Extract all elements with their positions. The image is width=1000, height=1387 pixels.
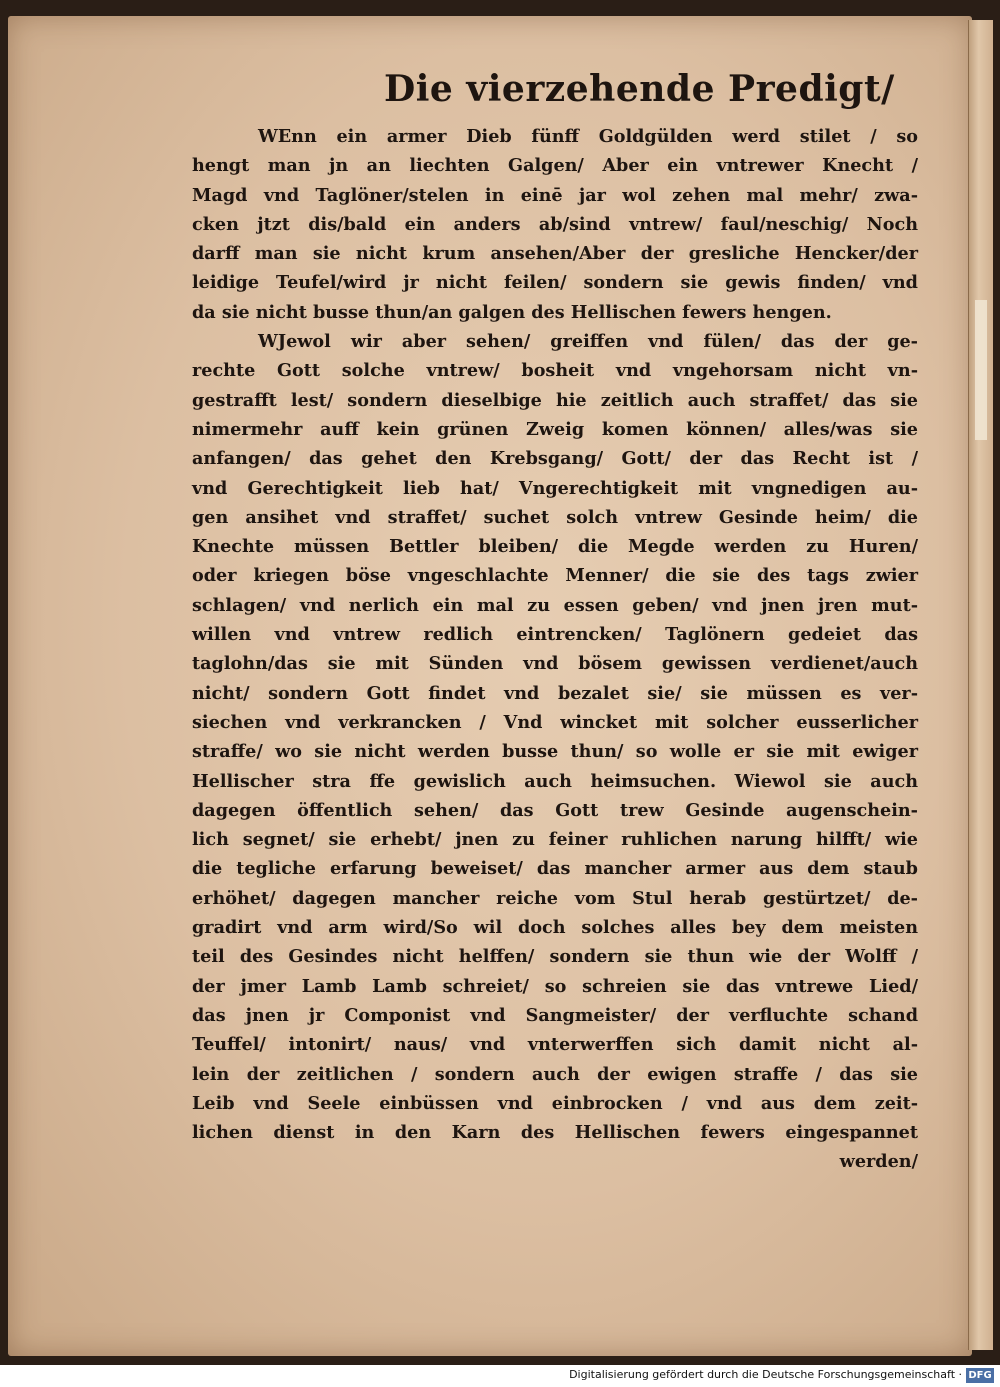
text-line: lein der zeitlichen / sondern auch der ewigen straffe / das sie [192,1063,918,1085]
text-line: schlagen/ vnd nerlich ein mal zu essen geben/ vnd jnen jren mut- [192,594,918,616]
footer-bar [0,1365,1000,1387]
body-text [192,122,918,1177]
text-line: cken jtzt dis/bald ein anders ab/sind vntrew/ faul/neschig/ Noch [192,213,918,235]
text-line: gradirt vnd arm wird/So wil doch solches alles bey dem meisten [192,917,918,939]
text-line: lichen dienst in den Karn des Hellischen fewers eingespannet [192,1122,918,1144]
text-line: hengt man jn an liechten Galgen/ Aber ein vntrewer Knecht / [192,155,918,177]
running-header: Die vierzehende Predigt/ [384,68,895,110]
text-line: nimermehr auff kein grünen Zweig komen können/ alles/was sie [192,418,918,440]
text-line: lich segnet/ sie erhebt/ jnen zu feiner ruhlichen narung hilfft/ wie [192,829,918,851]
text-line: siechen vnd verkrancken / Vnd wincket mit solcher eusserlicher [192,711,918,733]
text-line: WJewol wir aber sehen/ greiffen vnd fülen/ das der ge- [258,331,918,353]
text-line: das jnen jr Componist vnd Sangmeister/ der verfluchte schand [192,1004,918,1026]
text-line: WEnn ein armer Dieb fünff Goldgülden werd stilet / so [258,126,918,147]
dfg-logo: DFG [966,1368,994,1383]
text-line: erhöhet/ dagegen mancher reiche vom Stul herab gestürtzet/ de- [192,887,918,909]
text-line: da sie nicht busse thun/an galgen des Hellischen fewers hengen. [192,301,832,323]
text-line: die tegliche erfarung beweiset/ das mancher armer aus dem staub [192,858,918,880]
text-line: Knechte müssen Bettler bleiben/ die Megde werden zu Huren/ [192,536,918,558]
text-line: willen vnd vntrew redlich eintrencken/ Taglönern gedeiet das [192,624,918,646]
text-line: der jmer Lamb Lamb schreiet/ so schreien sie das vntrewe Lied/ [192,975,918,997]
text-line: gen ansihet vnd straffet/ suchet solch vntrew Gesinde heim/ die [192,506,918,528]
text-line: Magd vnd Taglöner/stelen in einē jar wol zehen mal mehr/ zwa- [192,184,918,206]
text-line: vnd Gerechtigkeit lieb hat/ Vngerechtigkeit mit vngnedigen au- [192,477,918,499]
text-line: oder kriegen böse vngeschlachte Menner/ die sie des tags zwier [192,565,918,587]
text-line: teil des Gesindes nicht helffen/ sondern sie thun wie der Wolff / [192,946,918,968]
text-line: dagegen öffentlich sehen/ das Gott trew Gesinde augenschein- [192,799,918,821]
funding-notice: Digitalisierung gefördert durch die Deutsche Forschungsgemeinschaft · [569,1368,962,1381]
text-line: darff man sie nicht krum ansehen/Aber der gresliche Hencker/der [192,243,918,265]
text-line: straffe/ wo sie nicht werden busse thun/ so wolle er sie mit ewiger [192,741,918,763]
catchword: werden/ [839,1151,918,1173]
text-line: taglohn/das sie mit Sünden vnd bösem gewissen verdienet/auch [192,653,918,675]
text-line: Teuffel/ intonirt/ naus/ vnd vnterwerffen sich damit nicht al- [192,1034,918,1056]
text-line: Hellischer stra ffe gewislich auch heimsuchen. Wiewol sie auch [192,770,918,792]
text-line: leidige Teufel/wird jr nicht feilen/ sondern sie gewis finden/ vnd [192,272,918,294]
text-line: anfangen/ das gehet den Krebsgang/ Gott/ der das Recht ist / [192,448,918,470]
page-edge [968,20,993,1350]
text-line: Leib vnd Seele einbüssen vnd einbrocken / vnd aus dem zeit- [192,1092,918,1114]
edge-tab [975,300,987,440]
text-line: gestrafft lest/ sondern dieselbige hie zeitlich auch straffet/ das sie [192,389,918,411]
text-line: rechte Gott solche vntrew/ bosheit vnd vngehorsam nicht vn- [192,360,918,382]
text-line: nicht/ sondern Gott findet vnd bezalet sie/ sie müssen es ver- [192,682,918,704]
